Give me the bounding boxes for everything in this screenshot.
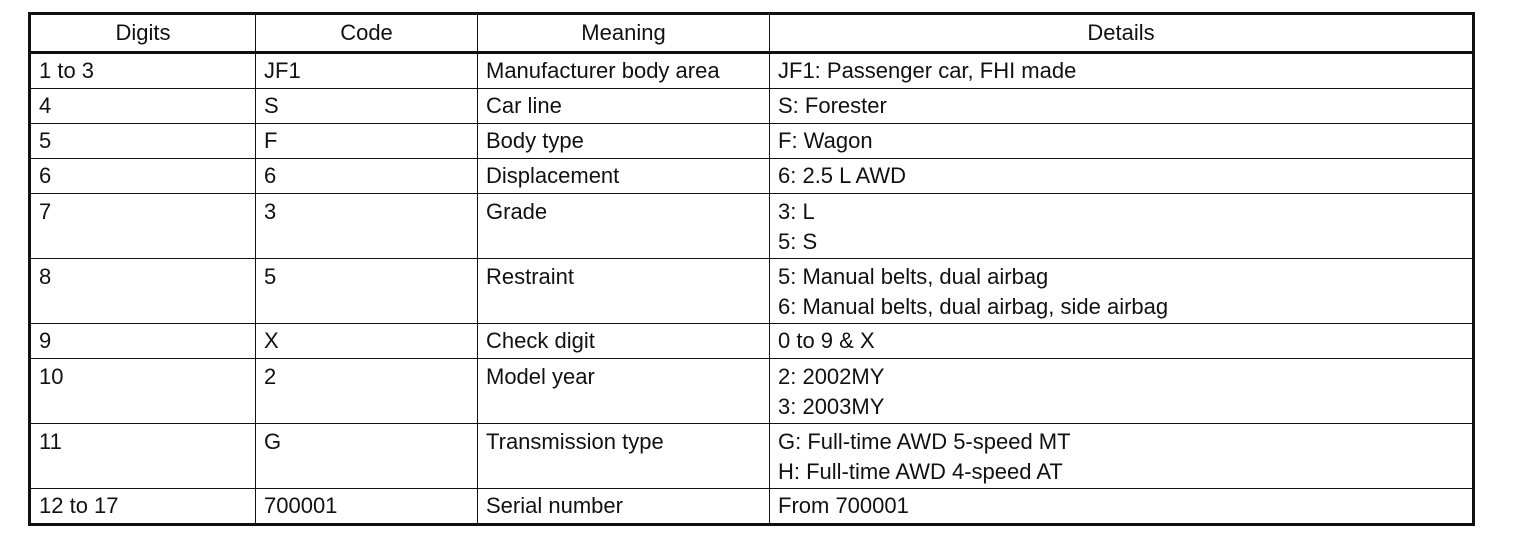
meaning-cell: Body type: [478, 124, 770, 159]
meaning-text: Restraint: [486, 264, 575, 289]
details-line: 0 to 9 & X: [778, 328, 875, 353]
details-line: G: Full-time AWD 5-speed MT: [778, 429, 1071, 454]
details-line: 3: L: [778, 199, 815, 224]
digits-cell: [30, 424, 256, 489]
meaning-cell: [478, 194, 770, 259]
code-text: G: [264, 429, 282, 454]
meaning-cell: Manufacturer body area: [478, 53, 770, 89]
details-line: H: Full-time AWD 4-speed AT: [778, 459, 1063, 484]
digits-cell: 12 to 17: [30, 489, 256, 525]
table-row: [30, 324, 1474, 359]
digits-text: 8: [39, 264, 52, 289]
meaning-text: Model year: [486, 364, 595, 389]
header-meaning: Meaning: [478, 14, 770, 53]
header-details: Details: [770, 14, 1474, 53]
header-code: Code: [256, 14, 478, 53]
details-cell: [770, 489, 1474, 525]
code-cell: JF1: [256, 53, 478, 89]
details-line: 6: 2.5 L AWD: [778, 163, 906, 188]
details-cell: [770, 259, 1474, 324]
code-cell: X: [256, 324, 478, 359]
vin-code-table: [28, 12, 1475, 526]
code-cell: F: [256, 124, 478, 159]
table-row: [30, 159, 1474, 194]
meaning-cell: Serial number: [478, 489, 770, 525]
code-cell: [256, 194, 478, 259]
digits-text: 11: [39, 429, 62, 454]
details-cell: [770, 424, 1474, 489]
meaning-cell: Car line: [478, 89, 770, 124]
code-cell: [256, 259, 478, 324]
table-row: [30, 194, 1474, 259]
digits-cell: [30, 194, 256, 259]
code-text: 3: [264, 199, 277, 224]
details-cell: [770, 89, 1474, 124]
meaning-text: Transmission type: [486, 429, 664, 454]
details-line: 5: S: [778, 229, 818, 254]
details-cell: [770, 53, 1474, 89]
details-cell: [770, 194, 1474, 259]
table-row: [30, 124, 1474, 159]
code-cell: 6: [256, 159, 478, 194]
details-cell: [770, 124, 1474, 159]
digits-cell: [30, 359, 256, 424]
code-cell: [256, 359, 478, 424]
details-line: S: Forester: [778, 93, 887, 118]
meaning-text: Grade: [486, 199, 548, 224]
code-text: 5: [264, 264, 277, 289]
code-cell: [256, 424, 478, 489]
details-line: 6: Manual belts, dual airbag, side airbag: [778, 294, 1169, 319]
code-cell: S: [256, 89, 478, 124]
details-cell: [770, 359, 1474, 424]
table-row: [30, 259, 1474, 324]
digits-cell: [30, 259, 256, 324]
details-line: JF1: Passenger car, FHI made: [778, 58, 1077, 83]
table-row: [30, 359, 1474, 424]
digits-cell: 9: [30, 324, 256, 359]
table-row: [30, 53, 1474, 89]
code-cell: 700001: [256, 489, 478, 525]
details-line: F: Wagon: [778, 128, 873, 153]
meaning-cell: Check digit: [478, 324, 770, 359]
details-line: 5: Manual belts, dual airbag: [778, 264, 1049, 289]
digits-cell: 4: [30, 89, 256, 124]
table-row: [30, 89, 1474, 124]
meaning-cell: Displacement: [478, 159, 770, 194]
details-cell: [770, 324, 1474, 359]
header-row: [30, 14, 1474, 53]
code-text: 2: [264, 364, 277, 389]
digits-cell: 5: [30, 124, 256, 159]
table-row: [30, 424, 1474, 489]
details-cell: [770, 159, 1474, 194]
table-header: [30, 14, 1474, 53]
table-row: [30, 489, 1474, 525]
meaning-cell: [478, 359, 770, 424]
table-body: [30, 53, 1474, 525]
details-line: From 700001: [778, 493, 909, 518]
details-line: 2: 2002MY: [778, 364, 885, 389]
details-line: 3: 2003MY: [778, 394, 885, 419]
digits-cell: 1 to 3: [30, 53, 256, 89]
meaning-cell: [478, 424, 770, 489]
digits-text: 10: [39, 364, 64, 389]
digits-text: 7: [39, 199, 52, 224]
digits-cell: 6: [30, 159, 256, 194]
header-digits: Digits: [30, 14, 256, 53]
meaning-cell: [478, 259, 770, 324]
